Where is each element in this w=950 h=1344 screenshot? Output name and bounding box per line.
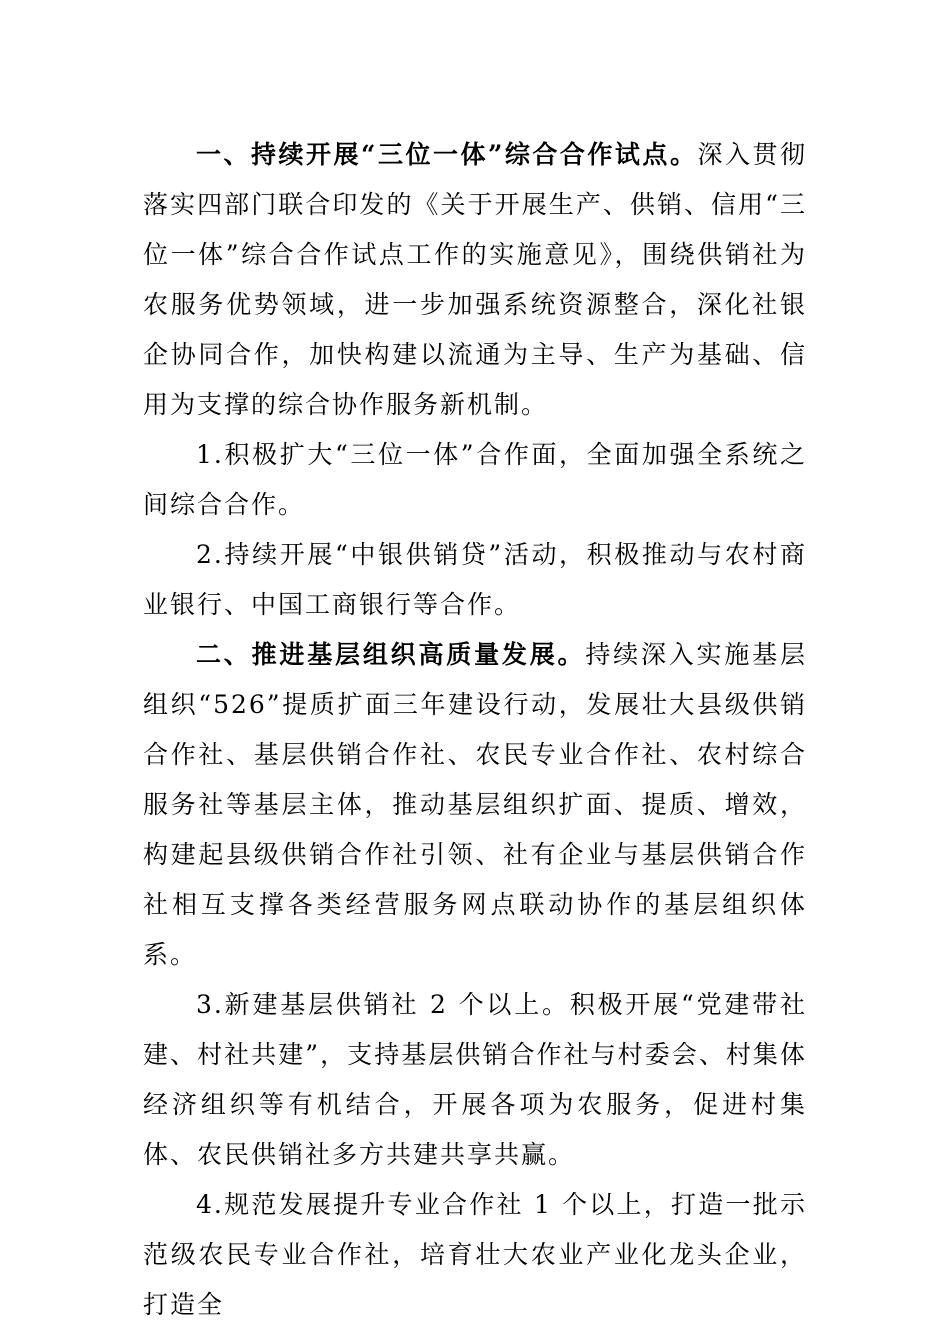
paragraph-item-4 — [143, 1180, 807, 1330]
paragraph-text: 持续深入实施基层组织“526”提质扩面三年建设行动，发展壮大县级供销合作社、基层供销合作社、农民专业合作社、农村综合服务社等基层主体，推动基层组织扩面、提质、增效，构建起县级供销合作社引领、社有企业与基层供销合作社相互支撑各类经营服务网点联动协作的基层组织体系。 — [143, 640, 807, 969]
paragraph-text: 2.持续开展“中银供销贷”活动，积极推动与农村商业银行、中国工商银行等合作。 — [143, 540, 807, 619]
paragraph-item-2 — [143, 530, 807, 630]
paragraph-section-1 — [143, 130, 807, 430]
document-body — [143, 130, 807, 1330]
paragraph-text: 1.积极扩大“三位一体”合作面，全面加强全系统之间综合合作。 — [143, 440, 807, 519]
paragraph-item-3 — [143, 980, 807, 1180]
paragraph-section-2 — [143, 630, 807, 980]
paragraph-item-1 — [143, 430, 807, 530]
section-heading-1: 一、持续开展“三位一体”综合合作试点。 — [196, 140, 698, 169]
paragraph-text: 4.规范发展提升专业合作社 1 个以上，打造一批示范级农民专业合作社，培育壮大农业产业化龙头企业，打造全 — [143, 1190, 807, 1319]
section-heading-2: 二、推进基层组织高质量发展。 — [196, 640, 586, 669]
paragraph-text: 3.新建基层供销社 2 个以上。积极开展“党建带社建、村社共建”，支持基层供销合作社与村委会、村集体经济组织等有机结合，开展各项为农服务，促进村集体、农民供销社多方共建共享共赢。 — [143, 990, 807, 1169]
paragraph-text: 深入贯彻落实四部门联合印发的《关于开展生产、供销、信用“三位一体”综合合作试点工作的实施意见》，围绕供销社为农服务优势领域，进一步加强系统资源整合，深化社银企协同合作，加快构建以流通为主导、生产为基础、信用为支撑的综合协作服务新机制。 — [143, 140, 807, 419]
